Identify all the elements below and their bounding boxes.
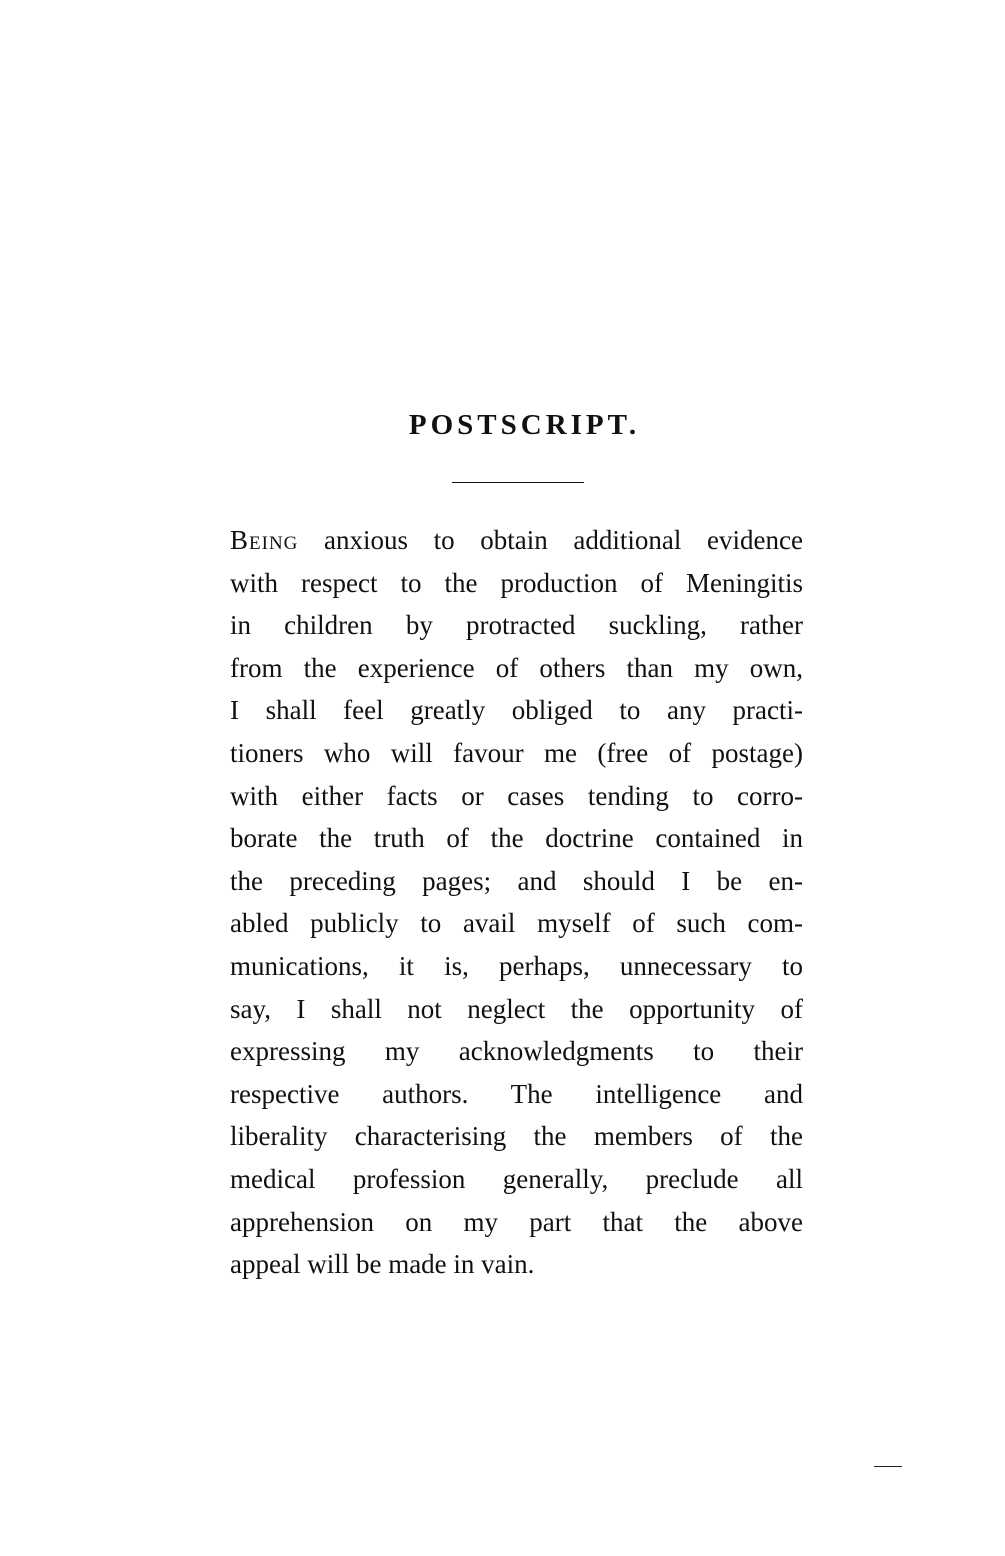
corner-mark	[874, 1466, 902, 1467]
text-line: I shall feel greatly obliged to any practi-	[230, 695, 803, 726]
text-line: say, I shall not neglect the opportunity of	[230, 993, 803, 1024]
lead-word: Being	[230, 525, 299, 555]
text-line: apprehension on my part that the above	[230, 1206, 803, 1237]
text-line: respective authors. The intelligence and	[230, 1078, 803, 1109]
text-line: in children by protracted suckling, rather	[230, 610, 803, 641]
text-line: with either facts or cases tending to corro-	[230, 780, 803, 811]
text-line: abled publicly to avail myself of such com-	[230, 908, 803, 939]
text-line: munications, it is, perhaps, unnecessary to	[230, 950, 803, 981]
text-line: appeal will be made in vain.	[230, 1249, 535, 1280]
text-line: liberality characterising the members of the	[230, 1121, 803, 1152]
postscript-body	[230, 519, 803, 1286]
text-line: medical profession generally, preclude all	[230, 1163, 803, 1194]
text-line: with respect to the production of Meningitis	[230, 567, 803, 598]
text-line: Being anxious to obtain additional evidence	[230, 525, 803, 555]
text-line: tioners who will favour me (free of postage)	[230, 737, 803, 768]
text-line: borate the truth of the doctrine contained in	[230, 823, 803, 854]
text-line: from the experience of others than my own,	[230, 652, 803, 683]
text-line: the preceding pages; and should I be en-	[230, 865, 803, 896]
page-title: POSTSCRIPT.	[408, 409, 641, 441]
text-line: expressing my acknowledgments to their	[230, 1036, 803, 1067]
title-divider	[452, 482, 584, 483]
